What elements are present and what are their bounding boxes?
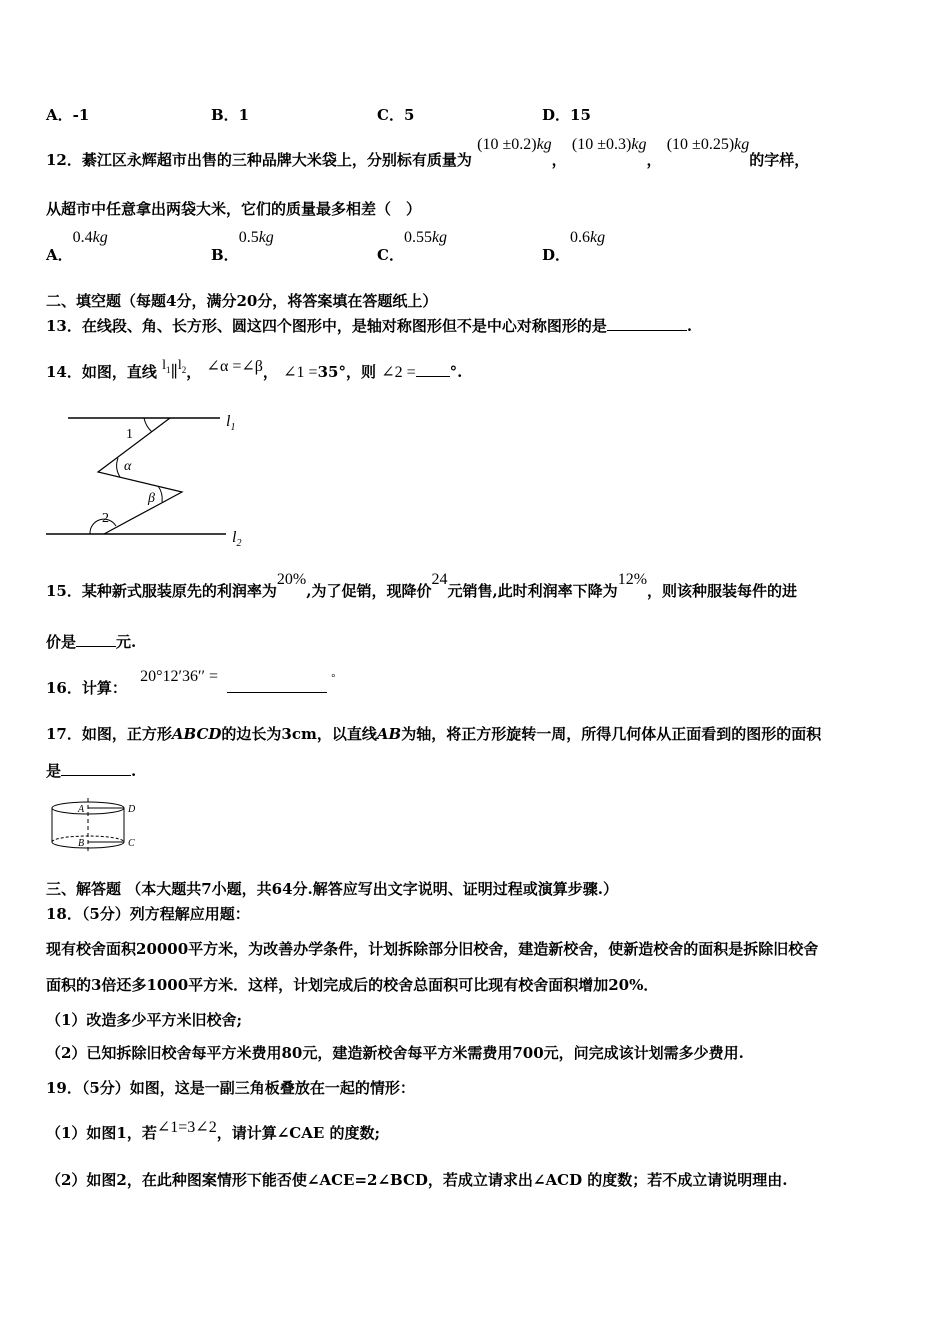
q12-mass-3: (10 ±0.25)kg bbox=[666, 136, 750, 153]
q12-text: 12．綦江区永辉超市出售的三种品牌大米袋上，分别标有质量为 bbox=[46, 151, 472, 169]
figure-arc-1 bbox=[144, 418, 152, 432]
q15-text: 15．某种新式服装原先的利润率为 bbox=[46, 582, 277, 600]
q14-line-l1: $l_1$ bbox=[162, 358, 171, 375]
q12-sep: ， bbox=[646, 151, 662, 169]
q14-figure bbox=[40, 402, 260, 552]
q16-answer-blank bbox=[227, 678, 327, 693]
q12-option-c: C．0.55kg bbox=[377, 229, 448, 264]
q12-tail: 的字样， bbox=[749, 151, 810, 169]
q12-option-a: A．0.4kg bbox=[46, 229, 108, 264]
q11-option-b: B．1 bbox=[211, 106, 250, 124]
section-2-heading: 二、填空题（每题4分，满分20分，将答案填在答题纸上） bbox=[46, 292, 438, 310]
q13-text: 13．在线段、角、长方形、圆这四个图形中，是轴对称图形但不是中心对称图形的是 bbox=[46, 317, 607, 335]
figure-label-beta: β bbox=[148, 491, 155, 506]
figure-arc-alpha bbox=[117, 458, 120, 477]
q14-text: 14．如图，直线 bbox=[46, 363, 157, 381]
figure-label-d: D bbox=[128, 804, 136, 815]
q13-line: 13．在线段、角、长方形、圆这四个图形中，是轴对称图形但不是中心对称图形的是 . bbox=[46, 317, 693, 335]
q19-sub-1: （1）如图1，若∠1=3∠2，请计算∠CAE 的度数; bbox=[46, 1119, 381, 1142]
figure-label-a: A bbox=[78, 804, 85, 815]
q16-degree-sign: ° bbox=[331, 673, 336, 684]
q15-answer-blank bbox=[76, 632, 116, 647]
figure-label-angle-2: 2 bbox=[102, 511, 109, 526]
figure-label-l1: $l_1$ bbox=[226, 413, 236, 433]
figure-label-c: C bbox=[128, 838, 135, 849]
q15-rate-2: 12% bbox=[617, 571, 648, 588]
q17-line-ab: AB bbox=[376, 725, 402, 743]
q15-price: 24 bbox=[431, 571, 448, 588]
q17-figure bbox=[44, 794, 144, 858]
q13-answer-blank bbox=[607, 316, 687, 331]
q15-rate-1: 20% bbox=[276, 571, 307, 588]
q18-sub-1: （1）改造多少平方米旧校舍; bbox=[46, 1011, 242, 1029]
q17-line1: 17．如图，正方形ABCD的边长为3cm，以直线AB为轴，将正方形旋转一周，所得几何体从正面看到的图形的面积 bbox=[46, 725, 822, 743]
section-3-heading: 三、解答题 （本大题共7小题，共64分.解答应写出文字说明、证明过程或演算步骤.） bbox=[46, 880, 618, 898]
q12-line1 bbox=[46, 136, 810, 170]
q14-parallel: ∥ bbox=[170, 364, 178, 381]
figure-label-b: B bbox=[78, 838, 85, 849]
q16-line bbox=[46, 668, 336, 701]
q14-answer-blank bbox=[416, 362, 450, 377]
q19-sub-2: （2）如图2，在此种图案情形下能否使∠ACE=2∠BCD，若成立请求出∠ACD 的度数；若不成立请说明理由. bbox=[46, 1171, 788, 1189]
q11-option-c: C．5 bbox=[377, 106, 415, 124]
q19-condition: ∠1=3∠2 bbox=[156, 1119, 217, 1136]
figure-zigzag bbox=[98, 418, 182, 534]
q17-answer-blank bbox=[61, 761, 131, 776]
q19-title: 19．（5分）如图，这是一副三角板叠放在一起的情形： bbox=[46, 1079, 415, 1097]
q12-option-d: D．0.6kg bbox=[542, 229, 606, 264]
figure-label-alpha: α bbox=[124, 459, 132, 474]
q14-condition: ∠α =∠β bbox=[206, 358, 263, 375]
q17-line2: 是 . bbox=[46, 762, 137, 780]
q14-line: 14．如图，直线 $l_1\parallel l_2$， ∠α =∠β， ∠1 =35°，则 ∠2 = °. bbox=[46, 358, 463, 381]
q17-text: 17．如图，正方形 bbox=[46, 725, 172, 743]
q18-paragraph-line1: 现有校舍面积20000平方米，为改善办学条件，计划拆除部分旧校舍，建造新校舍，使新造校舍的面积是拆除旧校舍 bbox=[46, 940, 819, 958]
q11-option-d: D．15 bbox=[542, 106, 591, 124]
q12-mass-1: (10 ±0.2)kg bbox=[477, 136, 552, 153]
q17-square-abcd: ABCD bbox=[171, 725, 222, 743]
figure-arc-beta bbox=[158, 486, 162, 502]
figure-label-l2: $l_2$ bbox=[232, 529, 242, 549]
q14-angle-1: ∠1 = bbox=[283, 364, 318, 381]
q12-mass-2: (10 ±0.3)kg bbox=[571, 136, 647, 153]
q18-title: 18．（5分）列方程解应用题： bbox=[46, 905, 250, 923]
q15-line1: 15．某种新式服装原先的利润率为20%,为了促销，现降价24元销售,此时利润率下降为12%，则该种服装每件的进 bbox=[46, 571, 798, 600]
q15-line2: 价是 元. bbox=[46, 633, 137, 651]
figure-label-angle-1: 1 bbox=[126, 427, 133, 442]
q12-line2: 从超市中任意拿出两袋大米，它们的质量最多相差（ ） bbox=[46, 200, 422, 218]
q14-line-l2: $l_2$ bbox=[177, 358, 187, 375]
q14-angle-2: ∠2 = bbox=[381, 364, 416, 381]
q11-option-a: A．-1 bbox=[46, 106, 90, 124]
q16-expression: 20°12′36′′ = bbox=[140, 668, 219, 685]
q12-sep: ， bbox=[551, 151, 567, 169]
q16-label: 16．计算： bbox=[46, 679, 127, 697]
q18-sub-2: （2）已知拆除旧校舍每平方米费用80元，建造新校舍每平方米需费用700元，问完成该计划需多少费用. bbox=[46, 1044, 744, 1062]
q18-paragraph-line2: 面积的3倍还多1000平方米．这样，计划完成后的校舍总面积可比现有校舍面积增加20%． bbox=[46, 976, 659, 994]
q12-option-b: B．0.5kg bbox=[211, 229, 274, 264]
